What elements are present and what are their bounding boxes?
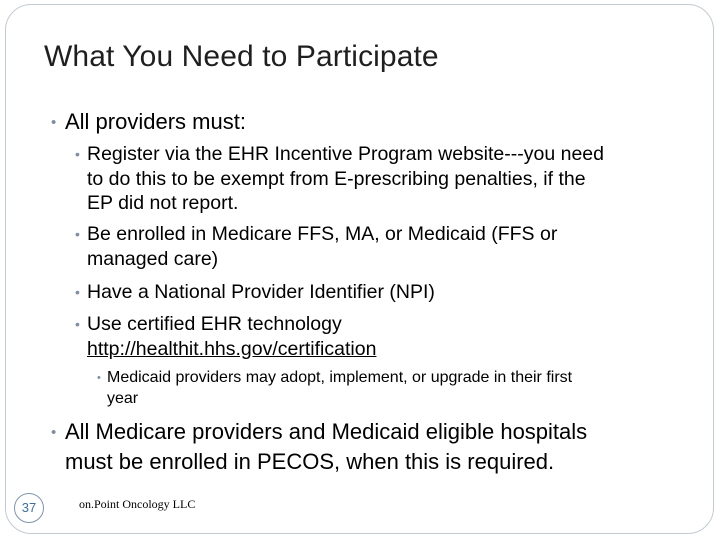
bullet-icon: • bbox=[75, 226, 80, 242]
page-number-badge: 37 bbox=[14, 493, 44, 523]
bullet-text: All providers must: bbox=[65, 109, 246, 134]
bullet-icon: • bbox=[51, 114, 57, 131]
bullet-line: All Medicare providers and Medicaid eligible hospitals bbox=[65, 419, 588, 444]
bullet-icon: • bbox=[75, 146, 80, 162]
bullet-line: Register via the EHR Incentive Program website---you need bbox=[87, 143, 604, 165]
bullet-icon: • bbox=[51, 424, 57, 441]
bullet-line: Be enrolled in Medicare FFS, MA, or Medicaid (FFS or bbox=[87, 223, 558, 245]
bullet-pecos bbox=[51, 417, 588, 477]
certification-link[interactable]: http://healthit.hhs.gov/certification bbox=[87, 337, 377, 360]
bullet-line: Medicaid providers may adopt, implement, or upgrade in their first bbox=[107, 369, 573, 386]
bullet-line: year bbox=[107, 389, 139, 407]
bullet-text: Have a National Provider Identifier (NPI) bbox=[87, 281, 435, 303]
bullet-text: Use certified EHR technology bbox=[87, 313, 342, 335]
bullet-icon: • bbox=[75, 316, 80, 332]
bullet-line: EP did not report. bbox=[87, 192, 239, 214]
bullet-npi bbox=[75, 280, 435, 305]
footer-text: on.Point Oncology LLC bbox=[79, 497, 196, 511]
bullet-line: managed care) bbox=[87, 247, 219, 270]
bullet-enrolled bbox=[75, 222, 558, 271]
slide-title: What You Need to Participate bbox=[44, 40, 439, 73]
bullet-certified-ehr bbox=[75, 312, 377, 361]
bullet-line: to do this to be exempt from E-prescribing penalties, if the bbox=[87, 167, 586, 190]
bullet-line: must be enrolled in PECOS, when this is required. bbox=[65, 449, 555, 474]
bullet-icon: • bbox=[75, 284, 80, 300]
bullet-register bbox=[75, 142, 604, 216]
bullet-medicaid-providers bbox=[97, 368, 573, 409]
bullet-all-providers bbox=[51, 107, 246, 137]
bullet-icon: • bbox=[97, 372, 101, 384]
